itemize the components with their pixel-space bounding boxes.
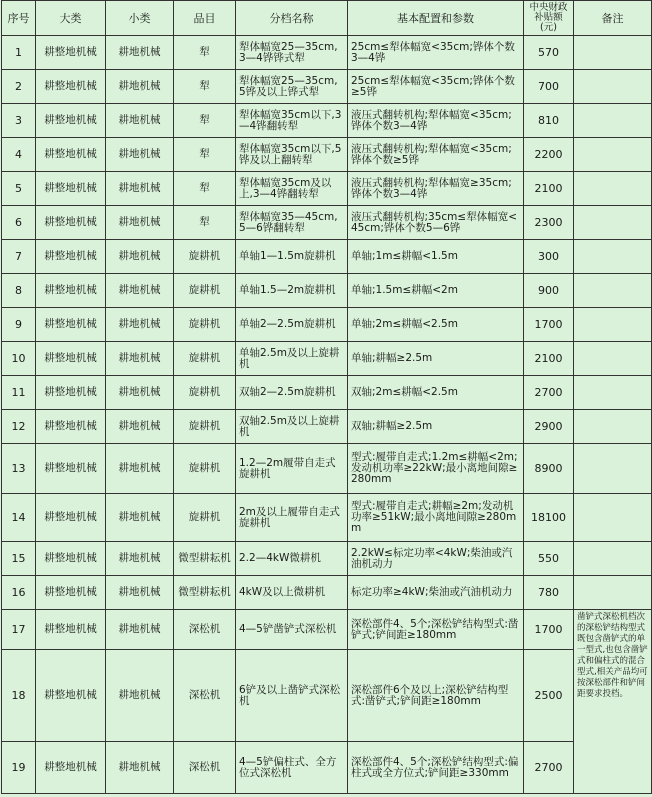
minor-category: 耕地机械	[106, 542, 174, 576]
major-category: 耕整地机械	[36, 138, 106, 172]
table-row	[2, 36, 652, 70]
grade-name: 犁体幅宽35cm以下,5铧及以上翻转犁	[236, 138, 348, 172]
subsidy-amount: 2200	[524, 138, 574, 172]
table-row	[2, 376, 652, 410]
notes-cell	[574, 444, 652, 494]
config-params: 型式:履带自走式;耕幅≥2m;发动机功率≥51kW;最小离地间隙≥280mm	[348, 494, 524, 542]
item-name: 旋耕机	[174, 240, 236, 274]
subsidy-amount: 2100	[524, 172, 574, 206]
grade-name: 双轴2—2.5m旋耕机	[236, 376, 348, 410]
major-category: 耕整地机械	[36, 494, 106, 542]
notes-cell	[574, 376, 652, 410]
subsidy-amount: 2500	[524, 650, 574, 742]
grade-name: 犁体幅宽35—45cm,5—6铧翻转犁	[236, 206, 348, 240]
minor-category: 耕地机械	[106, 494, 174, 542]
item-name: 旋耕机	[174, 274, 236, 308]
config-params: 液压式翻转机构;犁体幅宽≥35cm;铧体个数3—4铧	[348, 172, 524, 206]
notes-cell	[574, 104, 652, 138]
config-params: 单轴;2m≤耕幅<2.5m	[348, 308, 524, 342]
notes-cell	[574, 410, 652, 444]
minor-category: 耕地机械	[106, 444, 174, 494]
table-row	[2, 308, 652, 342]
item-name: 旋耕机	[174, 342, 236, 376]
notes-cell	[574, 138, 652, 172]
table-row	[2, 240, 652, 274]
table-row	[2, 138, 652, 172]
subsidy-amount: 1700	[524, 308, 574, 342]
row-number: 11	[2, 376, 36, 410]
major-category: 耕整地机械	[36, 742, 106, 794]
row-number: 16	[2, 576, 36, 610]
subsidy-amount: 1700	[524, 610, 574, 650]
item-name: 犁	[174, 104, 236, 138]
minor-category: 耕地机械	[106, 138, 174, 172]
subsidy-amount: 550	[524, 542, 574, 576]
grade-name: 犁体幅宽25—35cm,3—4铧铧式犁	[236, 36, 348, 70]
item-name: 旋耕机	[174, 376, 236, 410]
grade-name: 4—5铲凿铲式深松机	[236, 610, 348, 650]
item-name: 深松机	[174, 742, 236, 794]
subsidy-amount: 2300	[524, 206, 574, 240]
minor-category: 耕地机械	[106, 240, 174, 274]
config-params: 液压式翻转机构;35cm≤犁体幅宽<45cm;铧体个数5—6铧	[348, 206, 524, 240]
minor-category: 耕地机械	[106, 342, 174, 376]
table-row	[2, 650, 652, 742]
major-category: 耕整地机械	[36, 274, 106, 308]
item-name: 犁	[174, 206, 236, 240]
row-number: 7	[2, 240, 36, 274]
major-category: 耕整地机械	[36, 206, 106, 240]
major-category: 耕整地机械	[36, 610, 106, 650]
table-row	[2, 274, 652, 308]
grade-name: 双轴2.5m及以上旋耕机	[236, 410, 348, 444]
subsidy-amount: 2700	[524, 742, 574, 794]
config-params: 标定功率≥4kW;柴油或汽油机动力	[348, 576, 524, 610]
notes-cell	[574, 240, 652, 274]
notes-deep-loosening: 凿铲式深松机档次的深松铲结构型式既包含凿铲式的单一型式,也包含凿铲式和偏柱式的混合型式,相关产品均可按深松部件和铲间距要求投档。	[574, 610, 652, 794]
row-number: 4	[2, 138, 36, 172]
subsidy-table	[1, 0, 652, 794]
major-category: 耕整地机械	[36, 342, 106, 376]
row-number: 14	[2, 494, 36, 542]
subsidy-amount: 810	[524, 104, 574, 138]
config-params: 液压式翻转机构;犁体幅宽<35cm;铧体个数3—4铧	[348, 104, 524, 138]
major-category: 耕整地机械	[36, 376, 106, 410]
subsidy-amount: 2900	[524, 410, 574, 444]
item-name: 犁	[174, 138, 236, 172]
minor-category: 耕地机械	[106, 206, 174, 240]
major-category: 耕整地机械	[36, 576, 106, 610]
row-number: 10	[2, 342, 36, 376]
subsidy-amount: 18100	[524, 494, 574, 542]
row-number: 3	[2, 104, 36, 138]
table-row	[2, 70, 652, 104]
subsidy-amount: 8900	[524, 444, 574, 494]
subsidy-amount: 900	[524, 274, 574, 308]
table-row	[2, 104, 652, 138]
subsidy-amount: 780	[524, 576, 574, 610]
minor-category: 耕地机械	[106, 104, 174, 138]
minor-category: 耕地机械	[106, 376, 174, 410]
row-number: 6	[2, 206, 36, 240]
table-row	[2, 172, 652, 206]
notes-cell	[574, 576, 652, 610]
header-subsidy: 中央财政补贴额(元)	[524, 1, 574, 36]
config-params: 单轴;1m≤耕幅<1.5m	[348, 240, 524, 274]
grade-name: 6铲及以上凿铲式深松机	[236, 650, 348, 742]
notes-cell	[574, 70, 652, 104]
config-params: 深松部件4、5个;深松铲结构型式:凿铲式;铲间距≥180mm	[348, 610, 524, 650]
header-no: 序号	[2, 1, 36, 36]
major-category: 耕整地机械	[36, 36, 106, 70]
row-number: 15	[2, 542, 36, 576]
header-minor: 小类	[106, 1, 174, 36]
table-row	[2, 610, 652, 650]
row-number: 13	[2, 444, 36, 494]
item-name: 旋耕机	[174, 308, 236, 342]
notes-cell	[574, 36, 652, 70]
major-category: 耕整地机械	[36, 308, 106, 342]
table-row	[2, 542, 652, 576]
row-number: 12	[2, 410, 36, 444]
table-row	[2, 410, 652, 444]
config-params: 2.2kW≤标定功率<4kW;柴油或汽油机动力	[348, 542, 524, 576]
table-row	[2, 742, 652, 794]
grade-name: 2m及以上履带自走式旋耕机	[236, 494, 348, 542]
item-name: 微型耕耘机	[174, 542, 236, 576]
notes-cell	[574, 308, 652, 342]
subsidy-amount: 300	[524, 240, 574, 274]
config-params: 双轴;耕幅≥2.5m	[348, 410, 524, 444]
item-name: 旋耕机	[174, 410, 236, 444]
config-params: 深松部件4、5个;深松铲结构型式:偏柱式或全方位式;铲间距≥330mm	[348, 742, 524, 794]
grade-name: 单轴1.5—2m旋耕机	[236, 274, 348, 308]
config-params: 25cm≤犁体幅宽<35cm;铧体个数3—4铧	[348, 36, 524, 70]
header-row	[2, 1, 652, 36]
subsidy-amount: 2700	[524, 376, 574, 410]
row-number: 9	[2, 308, 36, 342]
item-name: 深松机	[174, 650, 236, 742]
notes-cell	[574, 206, 652, 240]
table-row	[2, 576, 652, 610]
config-params: 单轴;耕幅≥2.5m	[348, 342, 524, 376]
item-name: 犁	[174, 70, 236, 104]
minor-category: 耕地机械	[106, 36, 174, 70]
row-number: 1	[2, 36, 36, 70]
table-row	[2, 494, 652, 542]
major-category: 耕整地机械	[36, 70, 106, 104]
item-name: 犁	[174, 172, 236, 206]
header-item: 品目	[174, 1, 236, 36]
grade-name: 犁体幅宽35cm及以上,3—4铧翻转犁	[236, 172, 348, 206]
major-category: 耕整地机械	[36, 650, 106, 742]
row-number: 8	[2, 274, 36, 308]
minor-category: 耕地机械	[106, 742, 174, 794]
notes-cell	[574, 274, 652, 308]
major-category: 耕整地机械	[36, 240, 106, 274]
header-major: 大类	[36, 1, 106, 36]
grade-name: 1.2—2m履带自走式旋耕机	[236, 444, 348, 494]
grade-name: 2.2—4kW微耕机	[236, 542, 348, 576]
header-grade: 分档名称	[236, 1, 348, 36]
minor-category: 耕地机械	[106, 308, 174, 342]
grade-name: 单轴2—2.5m旋耕机	[236, 308, 348, 342]
item-name: 旋耕机	[174, 444, 236, 494]
config-params: 25cm≤犁体幅宽<35cm;铧体个数≥5铧	[348, 70, 524, 104]
minor-category: 耕地机械	[106, 650, 174, 742]
item-name: 微型耕耘机	[174, 576, 236, 610]
table-row	[2, 206, 652, 240]
subsidy-amount: 700	[524, 70, 574, 104]
config-params: 深松部件6个及以上;深松铲结构型式:凿铲式;铲间距≥180mm	[348, 650, 524, 742]
minor-category: 耕地机械	[106, 576, 174, 610]
notes-cell	[574, 494, 652, 542]
notes-cell	[574, 172, 652, 206]
subsidy-amount: 570	[524, 36, 574, 70]
grade-name: 单轴2.5m及以上旋耕机	[236, 342, 348, 376]
row-number: 5	[2, 172, 36, 206]
grade-name: 单轴1—1.5m旋耕机	[236, 240, 348, 274]
notes-cell	[574, 342, 652, 376]
config-params: 型式:履带自走式;1.2m≤耕幅<2m;发动机功率≥22kW;最小离地间隙≥280mm	[348, 444, 524, 494]
row-number: 2	[2, 70, 36, 104]
major-category: 耕整地机械	[36, 444, 106, 494]
config-params: 液压式翻转机构;犁体幅宽<35cm;铧体个数≥5铧	[348, 138, 524, 172]
major-category: 耕整地机械	[36, 410, 106, 444]
grade-name: 4—5铲偏柱式、全方位式深松机	[236, 742, 348, 794]
config-params: 双轴;2m≤耕幅<2.5m	[348, 376, 524, 410]
row-number: 17	[2, 610, 36, 650]
grade-name: 犁体幅宽35cm以下,3—4铧翻转犁	[236, 104, 348, 138]
table-row	[2, 444, 652, 494]
header-notes: 备注	[574, 1, 652, 36]
header-config: 基本配置和参数	[348, 1, 524, 36]
notes-cell	[574, 542, 652, 576]
major-category: 耕整地机械	[36, 172, 106, 206]
minor-category: 耕地机械	[106, 172, 174, 206]
minor-category: 耕地机械	[106, 274, 174, 308]
table-row	[2, 342, 652, 376]
row-number: 18	[2, 650, 36, 742]
config-params: 单轴;1.5m≤耕幅<2m	[348, 274, 524, 308]
item-name: 深松机	[174, 610, 236, 650]
major-category: 耕整地机械	[36, 104, 106, 138]
minor-category: 耕地机械	[106, 610, 174, 650]
major-category: 耕整地机械	[36, 542, 106, 576]
subsidy-amount: 2100	[524, 342, 574, 376]
item-name: 犁	[174, 36, 236, 70]
row-number: 19	[2, 742, 36, 794]
grade-name: 4kW及以上微耕机	[236, 576, 348, 610]
minor-category: 耕地机械	[106, 70, 174, 104]
grade-name: 犁体幅宽25—35cm,5铧及以上铧式犁	[236, 70, 348, 104]
item-name: 旋耕机	[174, 494, 236, 542]
minor-category: 耕地机械	[106, 410, 174, 444]
